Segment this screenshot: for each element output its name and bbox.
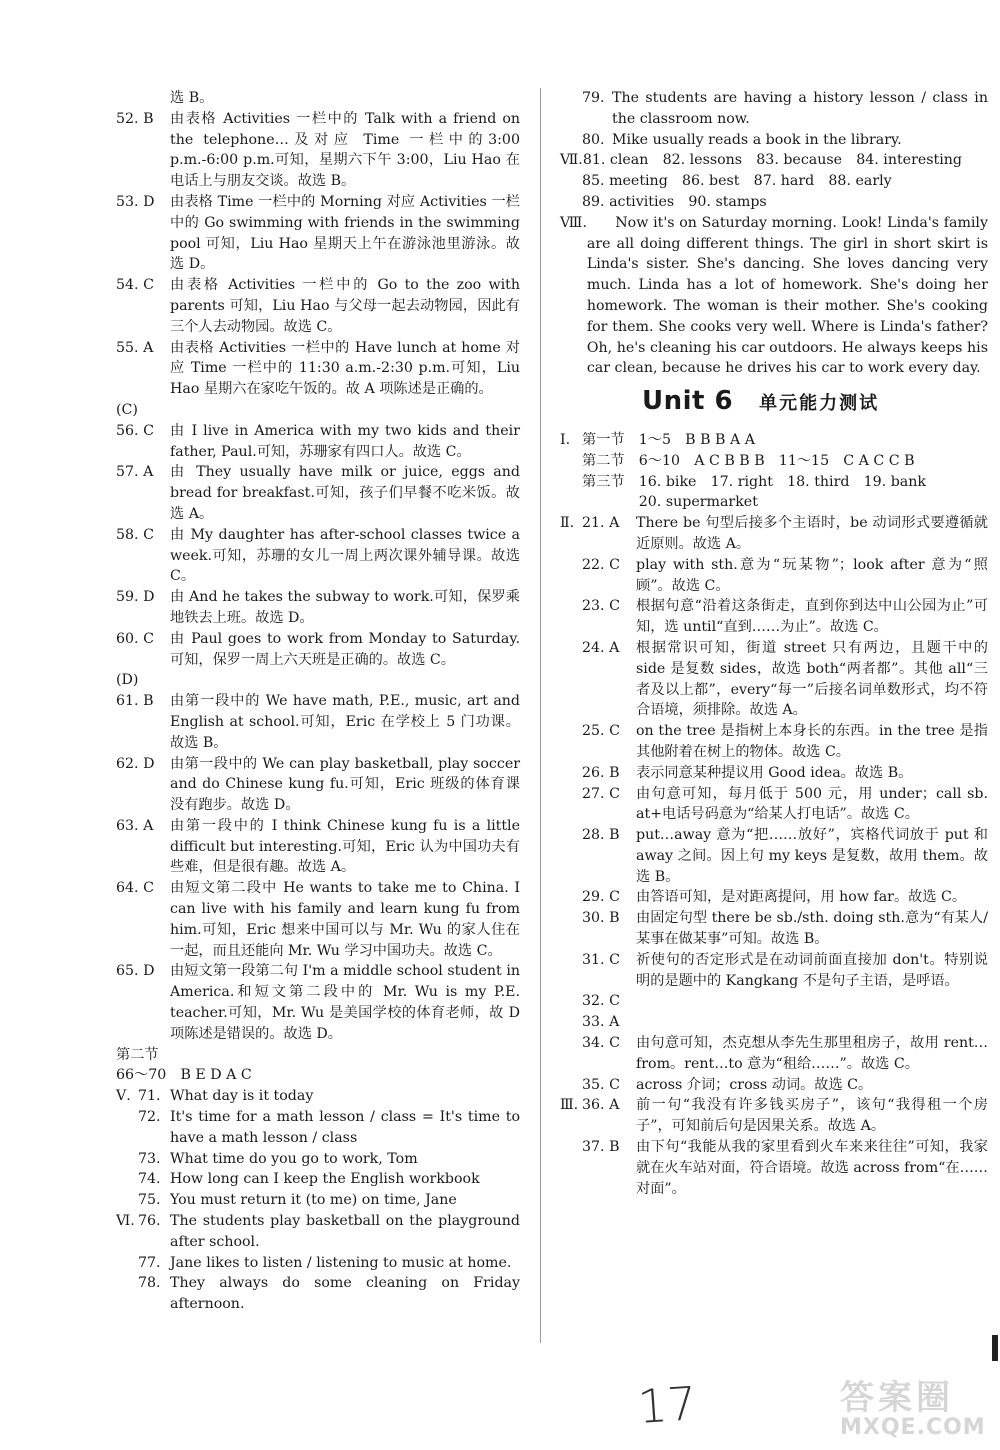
answer-explanation: across 介词；cross 动词。故选 C。 bbox=[636, 1076, 873, 1093]
answer-entry bbox=[560, 763, 988, 784]
unit-title: 单元能力测试 bbox=[759, 393, 880, 415]
answer-number: 57. A bbox=[116, 464, 154, 481]
answer-number: 75. bbox=[138, 1192, 161, 1209]
answer-explanation: 由第一段中的 We have math, P.E., music, art and English at school.可知，Eric 在学校上 5 门功课。故选 B。 bbox=[170, 693, 520, 751]
answer-number: 77. bbox=[138, 1254, 161, 1271]
answer-explanation: 根据句意“沿着这条街走，直到你到达中山公园为止”可知，选 until“直到……为止”。故选 C。 bbox=[636, 598, 988, 636]
unit-heading bbox=[642, 386, 988, 417]
answer-entry bbox=[116, 587, 520, 629]
answer-number: 30. B bbox=[582, 910, 620, 927]
answer-entry bbox=[116, 400, 520, 421]
answer-entry bbox=[116, 961, 520, 1044]
roman-numeral: Ⅱ. bbox=[560, 515, 575, 532]
answer-explanation: 由表格 Activities 一栏中的 Go to the zoo with parents 可知，Liu Hao 与父母一起去动物园，因此有三个人去动物园。故选 C。 bbox=[170, 277, 520, 335]
answer-entry bbox=[116, 1149, 520, 1170]
answer-number: 27. C bbox=[582, 785, 620, 802]
answer-entry bbox=[560, 1137, 988, 1199]
answer-explanation: 由 They usually have milk or juice, eggs and bread for breakfast.可知，孩子们早餐不吃米饭。故选 A。 bbox=[170, 464, 520, 522]
answer-entry bbox=[560, 1095, 988, 1137]
answer-explanation: 由短文第一段第二句 I'm a middle school student in America.和短文第二段中的 Mr. Wu is my P.E. teacher.可知，Mr. Wu 是美国学校的体育老师，故 D 项陈述是错误的。故选 D。 bbox=[170, 963, 520, 1042]
answer-number: 62. D bbox=[116, 755, 155, 772]
answer-entry bbox=[116, 421, 520, 463]
answer-entry bbox=[560, 555, 988, 597]
passage-block bbox=[560, 213, 988, 379]
answer-text: Jane likes to listen / listening to music at home. bbox=[170, 1254, 512, 1271]
answer-line bbox=[560, 192, 988, 213]
passage-text: Now it's on Saturday morning. Look! Linda's family are all doing different things. The girl in short skirt is Linda's sister. She's dancing. She loves dancing very much. Linda has a lot of homework. She's doing her homework. The woman is their mother. She's cooking for them. She cooks very well. Where is Linda's father? Oh, he's cleaning his car outdoors. He always keeps his car clean, because he drives his car to work every day. bbox=[586, 214, 988, 377]
answer-line bbox=[560, 472, 988, 493]
answer-explanation: 表示同意某种提议用 Good idea。故选 B。 bbox=[636, 764, 913, 781]
answer-number: 65. D bbox=[116, 963, 155, 980]
answer-entry bbox=[560, 950, 988, 992]
answer-text: 第二节 6～10 A C B B B 11～15 C A C C B bbox=[582, 452, 915, 469]
answer-number: 74. bbox=[138, 1171, 161, 1188]
section-label: 第二节 bbox=[116, 1046, 159, 1063]
answer-entry bbox=[116, 462, 520, 524]
answer-explanation: 由表格 Activities 一栏中的 Talk with a friend on the telephone…及对应 Time 一栏中的3:00 p.m.-6:00 p.m.可知，星期六下午 3:00，Liu Hao 在电话上与朋友交谈。故选 B。 bbox=[170, 110, 520, 190]
answer-entry bbox=[560, 721, 988, 763]
answer-line bbox=[560, 451, 988, 472]
answer-explanation: 由表格 Activities 一栏中的 Have lunch at home 对应 Time 一栏中的 11:30 a.m.-2:30 p.m.可知，Liu Hao 星期六在家吃午饭的。故 A 项陈述是正确的。 bbox=[170, 339, 520, 398]
answer-entry bbox=[560, 513, 988, 555]
answer-explanation: 由答语可知，是对距离提问，用 how far。故选 C。 bbox=[636, 889, 967, 906]
answer-explanation: 祈使句的否定形式是在动词前面直接加 don't。特别说明的是题中的 Kangkang 不是句子主语，是呼语。 bbox=[636, 951, 988, 989]
answer-entry bbox=[560, 88, 988, 130]
answer-number: 53. D bbox=[116, 193, 155, 210]
answer-entry bbox=[560, 887, 988, 908]
answer-number: 24. A bbox=[582, 639, 620, 656]
left-column bbox=[116, 88, 520, 1315]
answer-explanation: 由固定句型 there be sb./sth. doing sth.意为“有某人/某事在做某事”可知。故选 B。 bbox=[636, 910, 988, 948]
answer-number: 72. bbox=[138, 1109, 161, 1126]
watermark-logo bbox=[840, 1370, 988, 1442]
answer-explanation: 由表格 Time 一栏中的 Morning 对应 Activities 一栏中的 Go swimming with friends in the swimming pool 可知，Liu Hao 星期天上午在游泳池里游泳。故选 D。 bbox=[170, 193, 520, 273]
page-number: 17 bbox=[636, 1376, 699, 1434]
roman-numeral: Ⅰ. bbox=[560, 431, 571, 448]
answer-number: 23. C bbox=[582, 598, 620, 615]
answer-explanation: 由第一段中的 I think Chinese kung fu is a little difficult but interesting.可知，Eric 认为中国功夫有些难，但是很有趣。故选 A。 bbox=[170, 817, 520, 876]
answer-text: 81. clean 82. lessons 83. because 84. interesting bbox=[582, 152, 962, 169]
answer-entry bbox=[116, 1086, 520, 1107]
answer-explanation: on the tree 是指树上本身长的东西。in the tree 是指其他附着在树上的物体。故选 C。 bbox=[636, 723, 988, 760]
answer-entry bbox=[116, 525, 520, 587]
answer-entry bbox=[116, 1107, 520, 1149]
answer-entry bbox=[116, 754, 520, 816]
answer-number: 61. B bbox=[116, 693, 154, 710]
answer-explanation: 由 Paul goes to work from Monday to Saturday.可知，保罗一周上六天班是正确的。故选 C。 bbox=[170, 630, 520, 668]
roman-numeral: Ⅴ. bbox=[116, 1088, 131, 1105]
unit-label: Unit 6 bbox=[642, 386, 734, 417]
answer-text: What day is it today bbox=[170, 1088, 314, 1105]
answer-number: 36. A bbox=[582, 1097, 620, 1114]
roman-numeral: Ⅲ. bbox=[560, 1097, 579, 1114]
answer-number: 60. C bbox=[116, 630, 154, 647]
answer-text: 第三节 16. bike 17. right 18. third 19. bank bbox=[582, 473, 926, 490]
answer-line bbox=[560, 150, 988, 171]
answer-line bbox=[560, 492, 988, 513]
column-divider bbox=[540, 88, 541, 1343]
answer-entry bbox=[116, 878, 520, 961]
roman-numeral: Ⅵ. bbox=[116, 1213, 135, 1230]
answer-explanation: 由短文第二段中 He wants to take me to China. I can live with his family and learn kung fu from him.可知，Eric 想来中国可以与 Mr. Wu 的家人住在一起，而且还能向 Mr. Wu 学习中国功夫。故选 C。 bbox=[170, 880, 520, 959]
answer-number: 54. C bbox=[116, 277, 154, 294]
answer-number: 73. bbox=[138, 1150, 161, 1167]
answer-number: 59. D bbox=[116, 589, 155, 606]
answer-entry bbox=[116, 109, 520, 192]
answer-entry bbox=[116, 1273, 520, 1315]
answer-text: The students play basketball on the playground after school. bbox=[170, 1213, 520, 1250]
answer-explanation: put…away 意为“把……放好”，宾格代词放于 put 和 away 之间。因上句 my keys 是复数，故用 them。故选 B。 bbox=[636, 827, 988, 885]
answer-number: 34. C bbox=[582, 1035, 620, 1052]
answer-text: The students are having a history lesson / class in the classroom now. bbox=[612, 90, 988, 127]
answer-number: 64. C bbox=[116, 880, 154, 897]
answer-number: 28. B bbox=[582, 827, 620, 844]
answer-entry bbox=[560, 1012, 988, 1033]
answer-explanation: 由句意可知，杰克想从李先生那里租房子，故用 rent…from。rent…to 意为“租给……”。故选 C。 bbox=[636, 1035, 988, 1072]
answer-number: 52. B bbox=[116, 110, 154, 127]
answer-entry bbox=[116, 1190, 520, 1211]
answer-number: 78. bbox=[138, 1275, 161, 1292]
answer-entry bbox=[560, 784, 988, 826]
answer-entry bbox=[560, 596, 988, 638]
answer-text: Mike usually reads a book in the library. bbox=[612, 131, 902, 148]
answer-entry bbox=[560, 638, 988, 721]
answer-entry bbox=[560, 1033, 988, 1075]
answer-explanation: 由 And he takes the subway to work.可知，保罗乘地铁去上班。故选 D。 bbox=[170, 589, 520, 626]
answer-number: 76. bbox=[138, 1213, 161, 1230]
answer-text: 89. activities 90. stamps bbox=[582, 193, 767, 210]
answer-number: 80. bbox=[582, 131, 605, 148]
answer-number: 29. C bbox=[582, 889, 620, 906]
answer-number: 63. A bbox=[116, 817, 154, 834]
answer-entry bbox=[116, 192, 520, 275]
answer-number: 21. A bbox=[582, 515, 620, 532]
answer-text: 第一节 1～5 B B B A A bbox=[582, 431, 755, 448]
answer-entry bbox=[560, 991, 988, 1012]
roman-numeral: Ⅷ. bbox=[560, 214, 587, 231]
answer-number: 71. bbox=[138, 1088, 161, 1105]
answer-entry bbox=[116, 275, 520, 337]
answer-entry bbox=[116, 1253, 520, 1274]
answer-explanation: 由第一段中的 We can play basketball, play soccer and do Chinese kung fu.可知，Eric 班级的体育课没有跑步。故选 D。 bbox=[170, 755, 520, 814]
answer-entry bbox=[116, 1169, 520, 1190]
answer-line bbox=[560, 430, 988, 451]
answer-entry bbox=[116, 338, 520, 400]
answer-text: 85. meeting 86. best 87. hard 88. early bbox=[582, 173, 892, 190]
answer-explanation: 根据常识可知，街道 street 只有两边，且题干中的 side 是复数 sides，故选 both“两者都”。其他 all“三者及以上都”，every“每一”后接名词单数形式，均不符合语境，须排除。故选 A。 bbox=[636, 639, 988, 719]
answer-entry bbox=[560, 825, 988, 887]
answer-text: How long can I keep the English workbook bbox=[170, 1171, 480, 1188]
answer-text: You must return it (to me) on time, Jane bbox=[170, 1192, 457, 1209]
answer-explanation: 由句意可知，每月低于 500 元，用 under；call sb. at+电话号码意为“给某人打电话”。故选 C。 bbox=[636, 785, 988, 823]
answer-number: 25. C bbox=[582, 723, 620, 740]
answer-explanation: 前一句“我没有许多钱买房子”，该句“我得租一个房子”，可知前后句是因果关系。故选 A。 bbox=[636, 1097, 988, 1135]
answer-number: 37. B bbox=[582, 1139, 620, 1156]
answer-number: 26. B bbox=[582, 764, 620, 781]
answer-text: It's time for a math lesson / class = It's time to have a math lesson / class bbox=[170, 1109, 520, 1146]
answer-explanation: play with sth.意为“玩某物”；look after 意为“照顾”。故选 C。 bbox=[636, 556, 988, 594]
answer-entry bbox=[116, 88, 520, 109]
answer-number: 33. A bbox=[582, 1014, 620, 1031]
section-2-block bbox=[116, 1045, 520, 1087]
answer-text: They always do some cleaning on Friday afternoon. bbox=[170, 1275, 520, 1313]
answer-entry bbox=[116, 816, 520, 878]
answer-number: 58. C bbox=[116, 526, 154, 543]
section-answers: 66～70 B E D A C bbox=[116, 1067, 252, 1084]
answer-number: (C) bbox=[116, 401, 138, 418]
answer-number: 79. bbox=[582, 90, 605, 106]
answer-line bbox=[560, 171, 988, 192]
answer-number: 22. C bbox=[582, 556, 620, 573]
edge-mark bbox=[992, 1335, 998, 1361]
answer-explanation: 由下句“我能从我的家里看到火车来来往往”可知，我家就在火车站对面，符合语境。故选 across from“在……对面”。 bbox=[636, 1139, 988, 1197]
answer-explanation: 选 B。 bbox=[170, 90, 214, 106]
answer-explanation: 由 My daughter has after-school classes twice a week.可知，苏珊的女儿一周上两次课外辅导课。故选 C。 bbox=[170, 526, 520, 585]
right-column bbox=[560, 88, 988, 1199]
answer-number: 35. C bbox=[582, 1076, 620, 1093]
answer-entry bbox=[116, 1211, 520, 1253]
answer-entry bbox=[560, 1075, 988, 1096]
answer-explanation: There be 句型后接多个主语时，be 动词形式要遵循就近原则。故选 A。 bbox=[636, 515, 988, 552]
answer-entry bbox=[116, 691, 520, 753]
answer-number: 32. C bbox=[582, 993, 620, 1010]
answer-text: 20. supermarket bbox=[582, 494, 758, 511]
answer-entry bbox=[116, 670, 520, 691]
answer-number: 55. A bbox=[116, 339, 154, 356]
answer-explanation: 由 I live in America with my two kids and their father, Paul.可知，苏珊家有四口人。故选 C。 bbox=[170, 422, 520, 460]
answer-number: 31. C bbox=[582, 951, 620, 968]
watermark-bottom-text: MXQE.COM bbox=[840, 1415, 986, 1440]
answer-number: (D) bbox=[116, 672, 139, 689]
roman-numeral: Ⅶ. bbox=[560, 152, 583, 169]
watermark-top-text: 答案圈 bbox=[840, 1378, 954, 1418]
answer-entry bbox=[560, 908, 988, 950]
answer-entry bbox=[116, 629, 520, 671]
answer-text: What time do you go to work, Tom bbox=[170, 1150, 418, 1167]
answer-entry bbox=[560, 130, 988, 151]
answer-number: 56. C bbox=[116, 422, 154, 439]
